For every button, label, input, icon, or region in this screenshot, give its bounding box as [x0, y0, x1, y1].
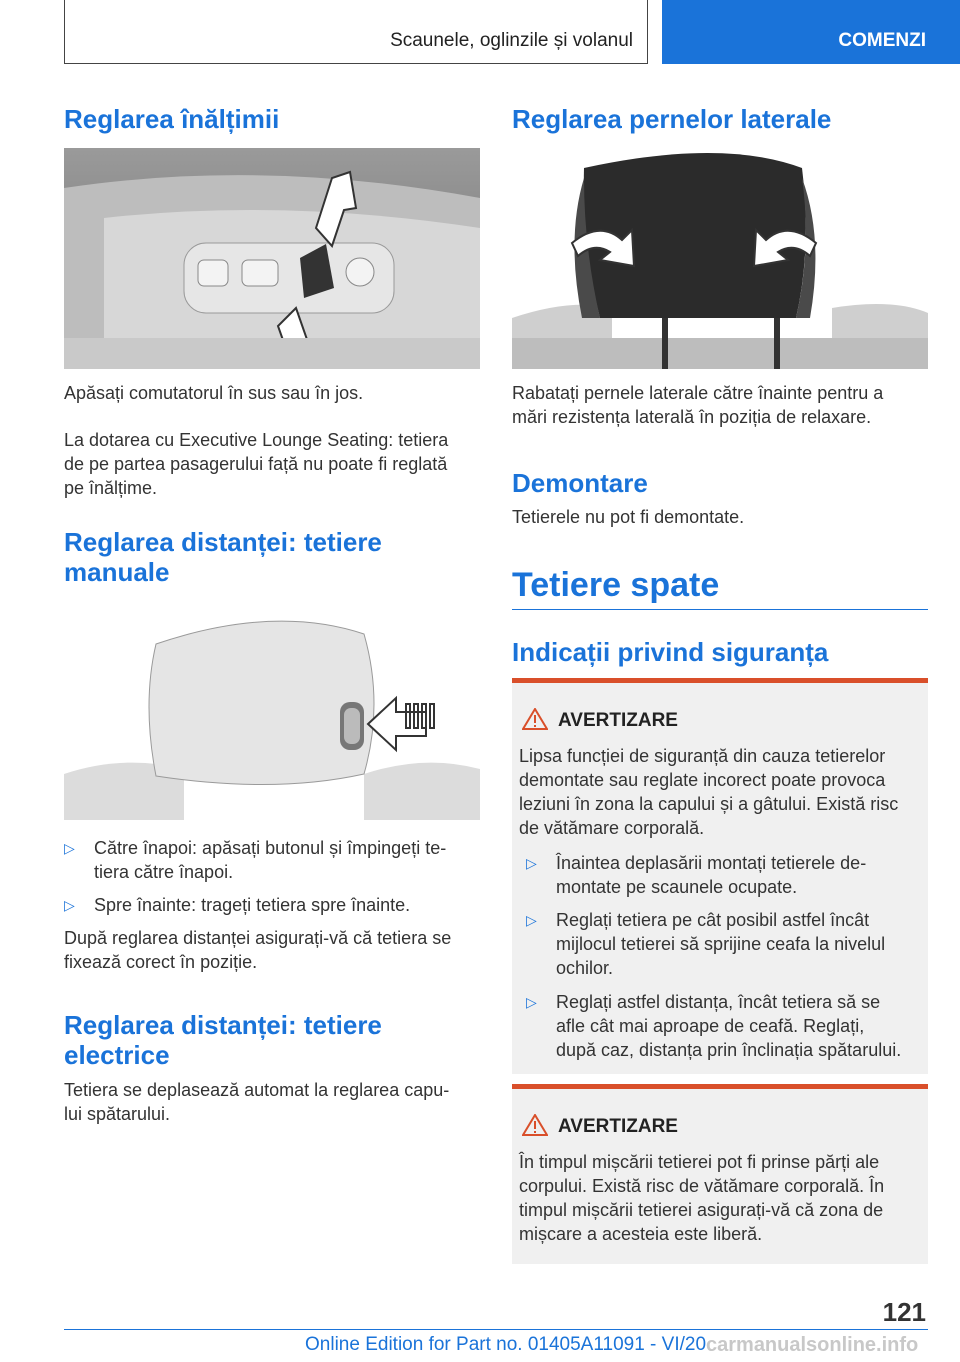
paragraph-demontare: Tetierele nu pot fi demontate.: [512, 507, 745, 527]
warning-box-2: [512, 1084, 928, 1264]
paragraph-lateral-line2: mări rezistența laterală în poziția de relaxare.: [512, 407, 872, 427]
heading-siguranta: Indicații privind siguranța: [512, 637, 829, 667]
paragraph-electric-line1: Tetiera se deplasează automat la reglarea capu-: [64, 1080, 450, 1100]
watermark: carmanualsonline.info: [706, 1334, 919, 1356]
warning-text-line1: În timpul mișcării tetierei pot fi prinse părți ale: [519, 1152, 880, 1172]
page-number: 121: [882, 1297, 926, 1327]
paragraph-height-2-line1: La dotarea cu Executive Lounge Seating: tetiera: [64, 430, 449, 450]
bullet-icon: ▷: [64, 840, 75, 856]
paragraph-manual-line1: După reglarea distanței asigurați-vă că tetiera se: [64, 928, 452, 948]
header-chapter-tab[interactable]: [662, 0, 960, 64]
warning-title: AVERTIZARE: [558, 1116, 678, 1137]
header-chapter-label: COMENZI: [838, 30, 926, 51]
warning-title: AVERTIZARE: [558, 710, 678, 731]
heading-height: Reglarea înălțimii: [64, 104, 280, 134]
bullet-icon: ▷: [526, 912, 537, 928]
warning-icon: [522, 1114, 548, 1136]
warning-text-line3: leziuni în zona la capului și a gâtului. Există risc: [519, 794, 899, 814]
paragraph-height-2-line2: de pe partea pasagerului față nu poate fi reglată: [64, 454, 448, 474]
section-rule: [512, 609, 928, 610]
header-section-box: [64, 0, 648, 64]
footer-rule: [64, 1329, 928, 1330]
warning-text-line2: demontate sau reglate incorect poate provoca: [519, 770, 886, 790]
image-seat-switch: [64, 148, 480, 369]
list-item: ▷ Reglați tetiera pe cât posibil astfel încât mijlocul tetierei să sprijine ceafa la nivelul ochilor.: [526, 910, 886, 978]
paragraph-manual-line2: fixează corect în poziție.: [64, 952, 258, 972]
paragraph-height-1: Apăsați comutatorul în sus sau în jos.: [64, 383, 364, 403]
paragraph-electric-line2: lui spătarului.: [64, 1104, 171, 1124]
list-item: ▷ Reglați astfel distanța, încât tetiera să se afle cât mai aproape de ceafă. Reglați, după caz, distanța prin înclinația spătarului.: [526, 992, 902, 1060]
heading-lateral: Reglarea pernelor laterale: [512, 104, 832, 134]
bullet-icon: ▷: [64, 897, 75, 913]
warning-text-line1: Lipsa funcției de siguranță din cauza tetierelor: [519, 746, 886, 766]
paragraph-height-2-line3: pe înălțime.: [64, 478, 158, 498]
list-item: ▷ Înaintea deplasării montați tetierele de- montate pe scaunele ocupate.: [526, 853, 867, 897]
warning-icon: [522, 708, 548, 730]
image-headrest-wings: [512, 148, 928, 369]
warning-text-line2: corpului. Există risc de vătămare corporală. În: [519, 1176, 885, 1196]
warning-box-1: [512, 678, 928, 1074]
image-headrest-manual: [64, 604, 480, 820]
list-item: ▷ Spre înainte: trageți tetiera spre înainte.: [64, 895, 411, 915]
warning-text-line4: mișcare a acesteia este liberă.: [519, 1224, 763, 1244]
heading-electric-line1: Reglarea distanței: tetiere: [64, 1010, 382, 1040]
heading-tetiere-spate: Tetiere spate: [512, 566, 720, 604]
heading-electric-line2: electrice: [64, 1040, 170, 1070]
list-item: ▷ Către înapoi: apăsați butonul și împingeți te- tiera către înapoi.: [64, 838, 447, 882]
header-section-title: Scaunele, oglinzile și volanul: [390, 30, 633, 51]
bullet-icon: ▷: [526, 855, 537, 871]
heading-demontare: Demontare: [512, 468, 648, 498]
heading-manual-line2: manuale: [64, 557, 170, 587]
paragraph-lateral-line1: Rabatați pernele laterale către înainte pentru a: [512, 383, 884, 403]
bullet-icon: ▷: [526, 994, 537, 1010]
warning-text-line3: timpul mișcării tetierei asigurați-vă că zona de: [519, 1200, 884, 1220]
warning-text-line4: de vătămare corporală.: [519, 818, 705, 838]
heading-manual-line1: Reglarea distanței: tetiere: [64, 527, 382, 557]
footer-edition: Online Edition for Part no. 01405A11091 - VI/20: [305, 1334, 707, 1355]
